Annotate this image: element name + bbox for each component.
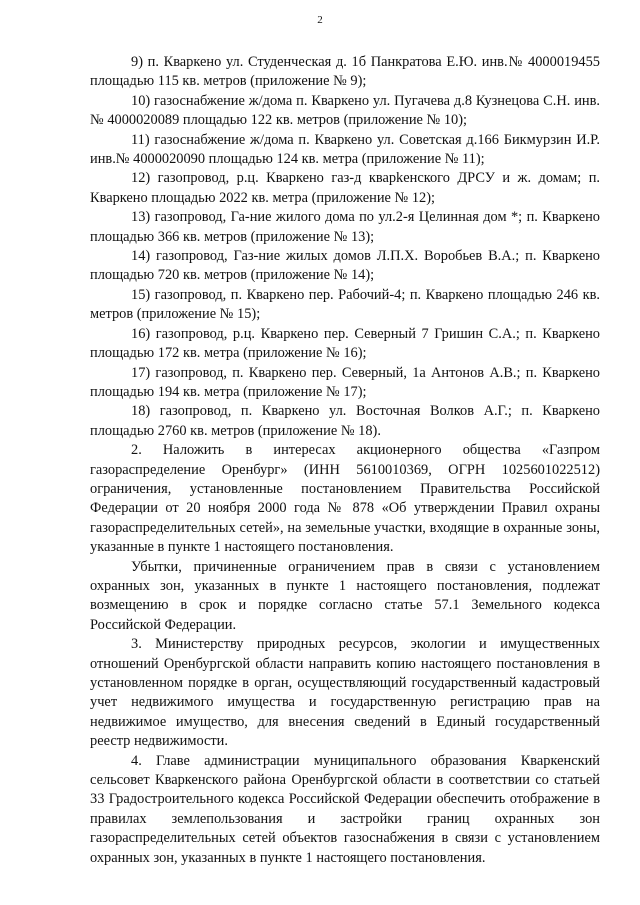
list-item-12: 12) газопровод, р.ц. Кваркено газ-д кварkенского ДРСУ и ж. домам; п. Кваркено площадью 2022 кв. метра (приложение № 12); xyxy=(90,170,600,206)
list-item-15: 15) газопровод, п. Кваркено пер. Рабочий-4; п. Кваркено площадью 246 кв. метров (приложение № 15); xyxy=(90,286,600,323)
list-item-16: 16) газопровод, р.ц. Кваркено пер. Северный 7 Гришин С.А.; п. Кваркено площадью 172 кв. метра (приложение № 16); xyxy=(90,325,600,362)
clause-4: 4. Главе администрации муниципального образования Кваркенский сельсовет Кваркенского района Оренбургской области в соответствии со статьей 33 Градостроительного кодекса Российской Федерации обеспечить отображение в правилах землепользования и застройки границ охранных зон газораспределительных сетей объектов газоснабжения в связи с установлением охранных зон, указанных в пункте 1 настоящего постановления. xyxy=(90,752,600,866)
list-item-17: 17) газопровод, п. Кваркено пер. Северный, 1а Антонов А.В.; п. Кваркено площадью 194 кв. метра (приложение № 17); xyxy=(90,364,600,400)
list-item-9: 9) п. Кваркено ул. Студенческая д. 1б Панкратова Е.Ю. инв.№ 4000019455 площадью 115 кв. метров (приложение № 9); xyxy=(90,54,600,90)
page-number: 2 xyxy=(317,14,323,26)
clause-3: 3. Министерству природных ресурсов, экологии и имущественных отношений Оренбургской области направить копию настоящего постановления в установленном порядке в орган, осуществляющий государственный кадастровый учет недвижимого имущества и государственную регистрацию прав на недвижимое имущество, для внесения сведений в Единый государственный реестр недвижимости. xyxy=(90,636,600,750)
list-item-11: 11) газоснабжение ж/дома п. Кваркено ул. Советская д.166 Бикмурзин И.Р. инв.№ 4000020090 площадью 124 кв. метра (приложение № 11); xyxy=(90,131,600,168)
list-item-18: 18) газопровод, п. Кваркено ул. Восточная Волков А.Г.; п. Кваркено площадью 2760 кв. метров (приложение № 18). xyxy=(90,403,600,439)
list-item-14: 14) газопровод, Газ-ние жилых домов Л.П.Х. Воробьев В.А.; п. Кваркено площадью 720 кв. метров (приложение № 14); xyxy=(90,248,600,284)
clause-2-damages: Убытки, причиненные ограничением прав в связи с установлением охранных зон, указанных в пункте 1 настоящего постановления, подлежат возмещению в срок и порядке согласно статье 57.1 Земельного кодекса Российской Федерации. xyxy=(90,558,600,633)
clause-2: 2. Наложить в интересах акционерного общества «Газпром газораспределение Оренбург» (ИНН 5610010369, ОГРН 1025601022512) ограничения, установленные постановлением Правительства Российской Федерации от 20 ноября 2000 года № 878 «Об утверждении Правил охраны газораспределительных сетей», на земельные участки, входящие в охранные зоны, указанные в пункте 1 настоящего постановления. xyxy=(90,442,600,556)
list-item-13: 13) газопровод, Га-ние жилого дома по ул.2-я Целинная дом *; п. Кваркено площадью 366 кв. метров (приложение № 13); xyxy=(90,209,600,245)
list-item-10: 10) газоснабжение ж/дома п. Кваркено ул. Пугачева д.8 Кузнецова С.Н. инв.№ 4000020089 площадью 122 кв. метров (приложение № 10); xyxy=(90,92,600,129)
document-body xyxy=(90,53,600,868)
